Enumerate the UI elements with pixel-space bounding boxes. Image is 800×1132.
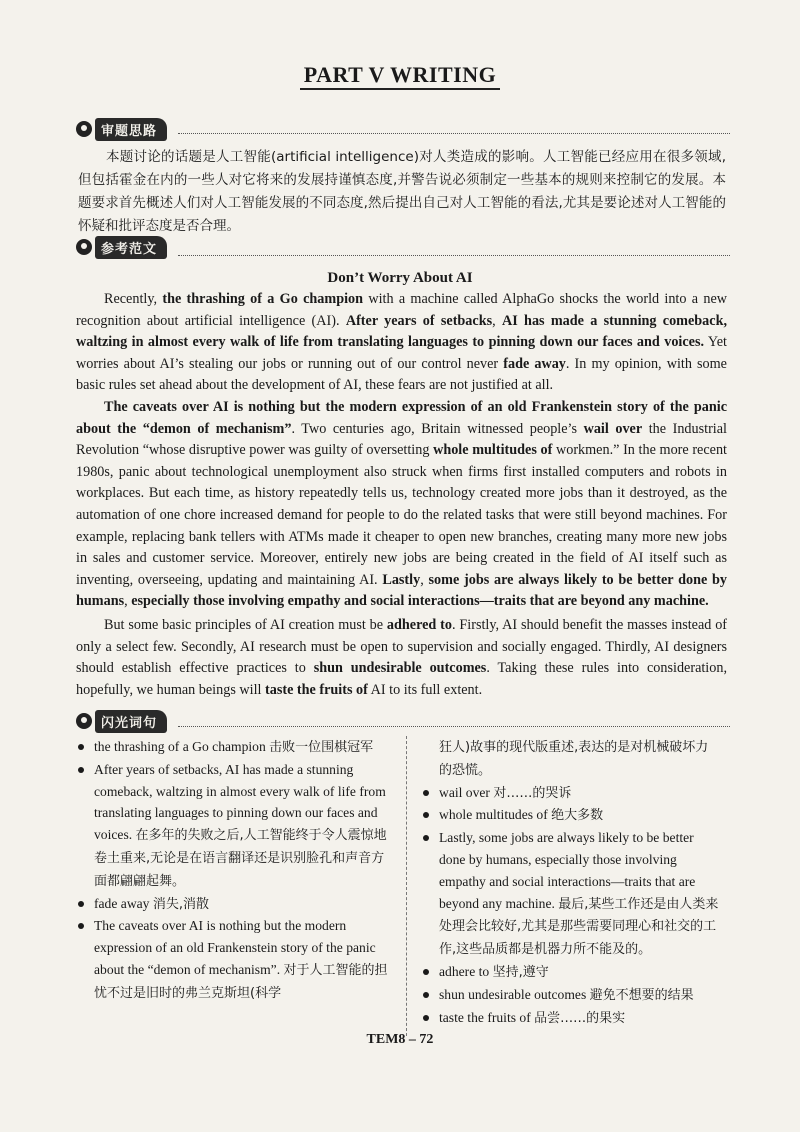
vocab-column-left (76, 736, 407, 1036)
essay-text: , (124, 593, 132, 610)
essay-paragraph-2 (76, 397, 727, 613)
highlighted-phrase: whole multitudes of (433, 442, 553, 459)
essay-text: workmen.” In the more recent 1980s, panic about technological unemployment also struck when firms first installed computers and robots in workplaces. But each time, as history repeatedly tells us, technology created more jobs than it destroyed, as the automation of one chore increased demand for people to do the related tasks that were still beyond machines. For example, replacing bank tellers with ATMs made it cheaper to open new branches, creating many more new jobs in sales and customer service. Moreover, entirely new jobs are being created in the field of AI itself such as inventing, overseeing, updating and maintaining AI. (76, 442, 727, 588)
essay-text: , (420, 571, 429, 588)
highlighted-phrase: The caveats over AI is nothing but the modern expression of an old Frankenstein story of the panic about the “demon of mechanism” (76, 398, 727, 437)
vocab-english: whole multitudes of (439, 807, 552, 823)
highlighted-phrase: adhered to (386, 616, 452, 633)
analysis-section-label: 审题思路 (95, 118, 167, 141)
essay-paragraph-3 (76, 615, 727, 701)
page-number: TEM8 – 72 (366, 1032, 434, 1047)
essay-text: AI to its full extent. (367, 681, 483, 698)
essay-text: the Industrial Revolution “whose disruptive power was guilty of oversetting (76, 420, 727, 459)
essay-text: . Taking these rules into consideration, hopefully, we human beings will (76, 660, 727, 698)
essay-text: , (492, 312, 502, 329)
vocab-english: fade away (94, 895, 153, 911)
vocab-chinese: 品尝……的果实 (534, 1010, 626, 1026)
vocab-item (421, 782, 721, 805)
highlighted-phrase: taste the fruits of (265, 681, 368, 698)
vocab-item (76, 759, 396, 893)
vocab-english: Lastly, some jobs are always likely to be better done by humans, especially those involving empathy and social interactions—traits that are beyond any machine. (439, 830, 696, 911)
vocab-chinese: 最后,某些工作还是由人类来处理会比较好,尤其是那些需要同理心和社交的工作,这些品质都是机器力所不能及的。 (439, 896, 719, 958)
highlighted-phrase: AI has made a stunning comeback, waltzing in almost every walk of life from translating languages to pinning down our faces and voices. (76, 312, 728, 351)
vocab-item (421, 827, 721, 961)
analysis-section-header (76, 118, 167, 140)
vocab-english: the thrashing of a Go champion (94, 739, 270, 754)
highlighted-phrase: some jobs are always likely to be better done by humans (76, 571, 728, 610)
vocab-chinese: 绝大多数 (551, 808, 604, 824)
vocab-chinese: 消失,消散 (152, 896, 210, 912)
vocab-english: wail over (439, 784, 494, 800)
essay-text: . In my opinion, with some basic rules set ahead about the development of AI, these fears are not justified at all. (76, 355, 727, 394)
essay-title: Don’t Worry About AI (327, 270, 473, 286)
section-divider (178, 726, 730, 727)
vocab-item (76, 736, 396, 759)
section-divider (178, 255, 730, 256)
highlighted-phrase: wail over (583, 420, 643, 437)
vocab-section-label: 闪光词句 (95, 710, 167, 733)
vocab-chinese: 对……的哭诉 (493, 785, 572, 801)
vocab-section-header (76, 710, 167, 732)
essay-text: Recently, (104, 291, 163, 307)
essay-text: But some basic principles of AI creation must be (104, 616, 387, 633)
vocab-item (421, 804, 721, 827)
essay-text: . Two centuries ago, Britain witnessed people’s (291, 420, 584, 437)
vocab-chinese: 击败一位围棋冠军 (269, 740, 374, 755)
highlighted-phrase: Lastly (382, 571, 421, 588)
essay-text: . Firstly, AI should benefit the masses instead of only a select few. Secondly, AI research must be open to supervision and socially engaged. Thirdly, AI designers should establish effective practices to (76, 616, 728, 677)
vocab-english: The caveats over AI is nothing but the modern expression of an old Frankenstein story of the panic about the “demon of mechanism”. (94, 918, 376, 977)
page-title: PART V WRITING (0, 62, 800, 88)
essay-text: Yet worries about AI’s stealing our jobs or running out of our control never (76, 334, 727, 372)
vocab-chinese: 避免不想要的结果 (589, 987, 694, 1003)
vocab-chinese: 在多年的失败之后,人工智能终于令人震惊地卷土重来,无论是在语言翻译还是识别脸孔和声音方面都翩翩起舞。 (94, 828, 387, 889)
vocab-item-continued: 狂人)故事的现代版重述,表达的是对机械破坏力的恐慌。 (439, 740, 709, 778)
vocab-chinese: 坚持,遵守 (492, 964, 549, 980)
vocab-list (76, 736, 728, 1036)
analysis-paragraph: 本题讨论的话题是人工智能(artificial intelligence)对人类造成的影响。人工智能已经应用在很多领域,但包括霍金在内的一些人对它将来的发展持谨慎态度,并警告说必须制定一些基本的规则来控制它的发展。本题要求首先概述人们对人工智能发展的不同态度,然后提出自己对人工智能的看法,尤其是要论述对人工智能的怀疑和批评态度是否合理。 (78, 149, 726, 234)
vocab-english: shun undesirable outcomes (439, 986, 590, 1002)
bulb-icon (76, 121, 92, 137)
vocab-item (76, 915, 396, 1004)
vocab-english: taste the fruits of (439, 1009, 535, 1025)
highlighted-phrase: the thrashing of a Go champion (162, 291, 364, 307)
essay-text: with a machine called AlphaGo shocks the world into a new recognition about artificial intelligence (AI). (76, 291, 727, 329)
highlighted-phrase: shun undesirable outcomes (313, 660, 487, 677)
vocab-column-right (407, 736, 721, 1036)
vocab-item (421, 961, 721, 984)
vocab-item (76, 893, 396, 916)
bulb-icon (76, 713, 92, 729)
vocab-item (421, 984, 721, 1007)
essay-paragraph-1 (76, 289, 727, 397)
section-divider (178, 133, 730, 134)
sample-section-header (76, 236, 167, 258)
vocab-item (421, 1007, 721, 1030)
highlighted-phrase: After years of setbacks (345, 312, 493, 329)
vocab-english: adhere to (439, 963, 493, 979)
highlighted-phrase: fade away (503, 355, 566, 372)
sample-section-label: 参考范文 (95, 236, 167, 259)
highlighted-phrase: especially those involving empathy and social interactions—traits that are beyond any machine. (131, 593, 709, 610)
vocab-english: After years of setbacks, AI has made a stunning comeback, waltzing in almost every walk of life from translating languages to pinning down our faces and voices. (94, 761, 386, 843)
essay-body (76, 289, 727, 701)
bulb-icon (76, 239, 92, 255)
vocab-chinese: 对于人工智能的担忧不过是旧时的弗兰克斯坦(科学 (94, 962, 388, 1001)
